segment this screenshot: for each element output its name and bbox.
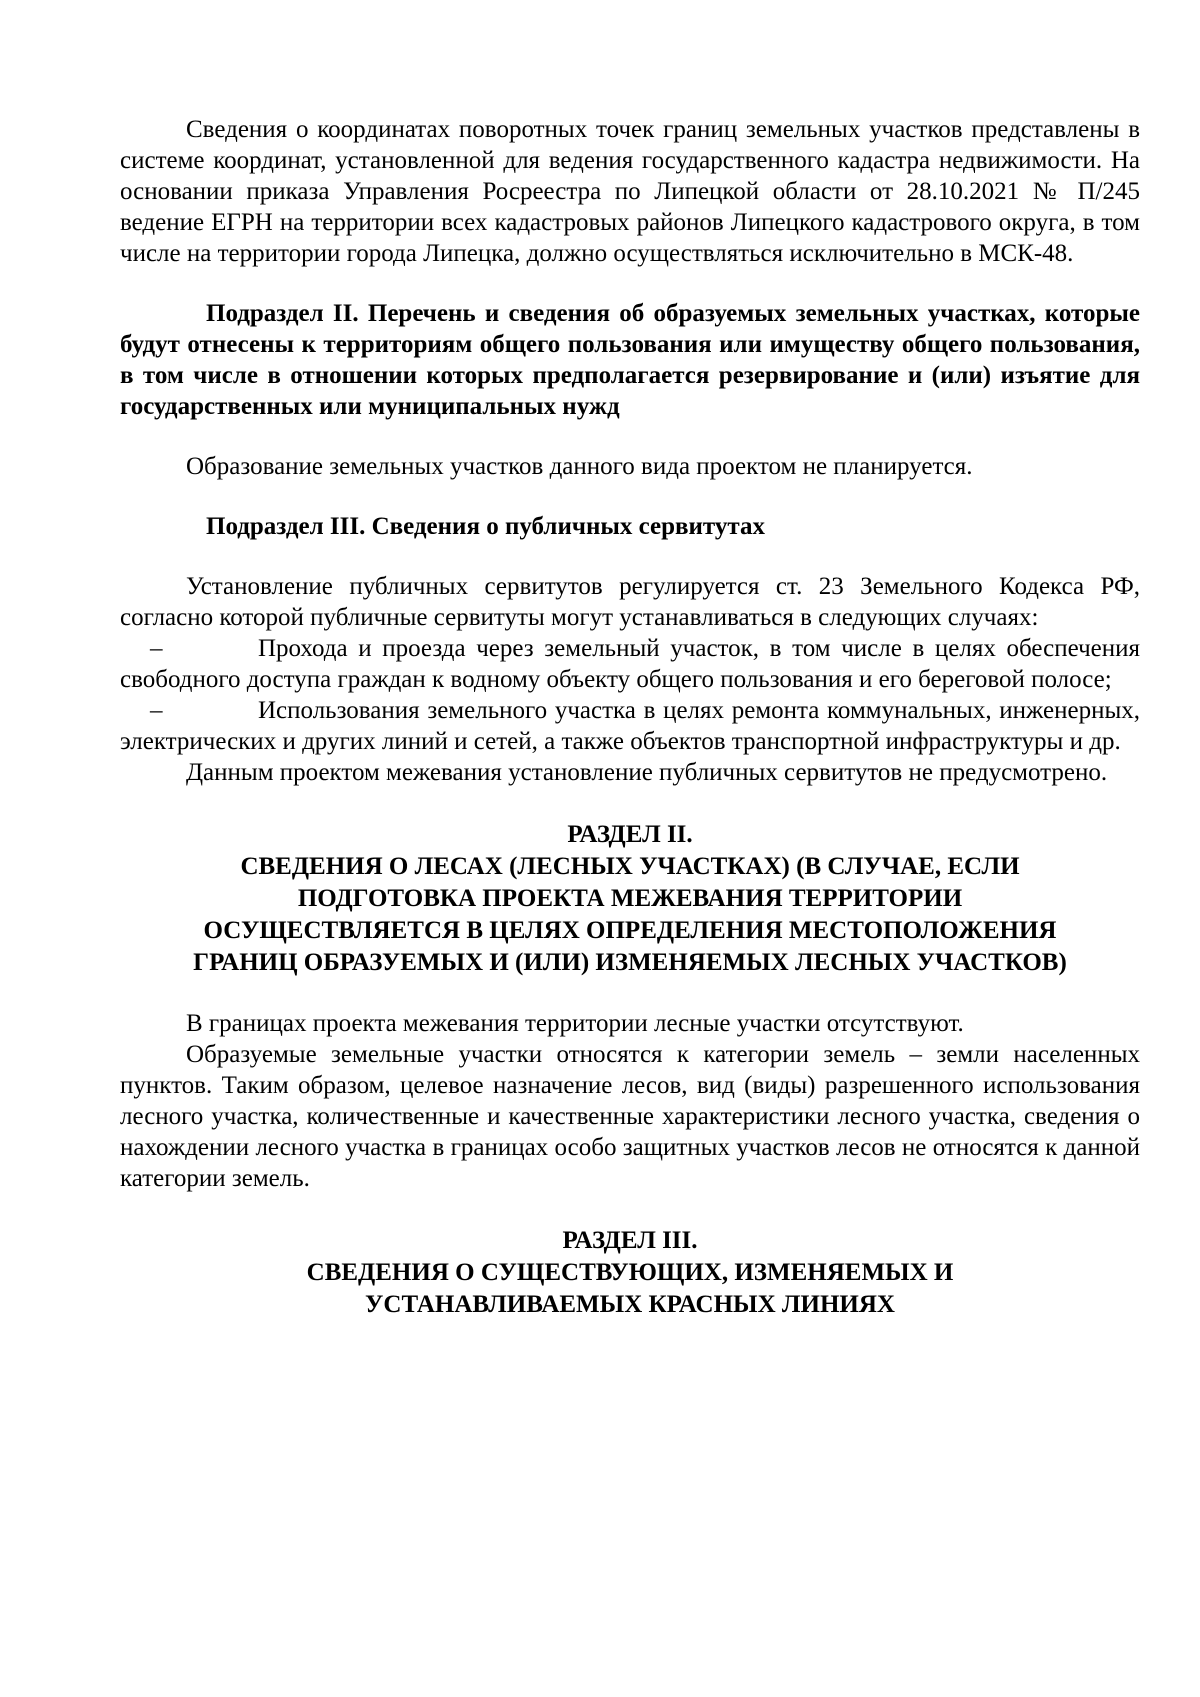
coordinates-paragraph: Сведения о координатах поворотных точек границ земельных участков представлены в системе координат, установленной для ведения государственного кадастра недвижимости. На основании приказа Управления Росреестра по Липецкой области от 28.10.2021 № П/245 ведение ЕГРН на территории всех кадастровых районов Липецкого кадастрового округа, в том числе на территории города Липецка, должно осуществляться исключительно в МСК-48. — [120, 116, 1140, 267]
section-3-title-line: УСТАНАВЛИВАЕМЫХ КРАСНЫХ ЛИНИЯХ — [365, 1291, 895, 1318]
land-category-paragraph: Образуемые земельные участки относятся к категории земель – земли населенных пунктов. Таким образом, целевое назначение лесов, вид (виды) разрешенного использования лесного участка, количественные и качественные характеристики лесного участка, сведения о нахождении лесного участка в границах особо защитных участков лесов не относятся к данной категории земель. — [120, 1041, 1140, 1192]
servitude-bullet-2 — [120, 695, 1140, 757]
section-3-title-line: СВЕДЕНИЯ О СУЩЕСТВУЮЩИХ, ИЗМЕНЯЕМЫХ И — [306, 1259, 954, 1286]
bullet-dash: – — [150, 635, 163, 662]
servitude-bullet-1 — [120, 633, 1140, 695]
section-3-heading — [120, 1225, 1140, 1321]
section-2-number: РАЗДЕЛ II. — [567, 821, 693, 848]
subsection-3-heading: Подраздел III. Сведения о публичных сервитутах — [206, 513, 765, 540]
bullet-text: Прохода и проезда через земельный участок, в том числе в целях обеспечения свободного доступа граждан к водному объекту общего пользования и его береговой полосе; — [120, 635, 1140, 693]
subsection-2-paragraph: Образование земельных участков данного вида проектом не планируется. — [186, 453, 973, 480]
servitudes-conclusion-paragraph: Данным проектом межевания установление публичных сервитутов не предусмотрено. — [186, 759, 1108, 786]
servitudes-intro-paragraph: Установление публичных сервитутов регулируется ст. 23 Земельного Кодекса РФ, согласно которой публичные сервитуты могут устанавливаться в следующих случаях: — [120, 573, 1140, 631]
forest-absence-paragraph: В границах проекта межевания территории лесные участки отсутствуют. — [186, 1010, 964, 1037]
bullet-text: Использования земельного участка в целях ремонта коммунальных, инженерных, электрических и других линий и сетей, а также объектов транспортной инфраструктуры и др. — [120, 697, 1140, 755]
document-page — [120, 114, 1140, 1321]
section-3-number: РАЗДЕЛ III. — [562, 1227, 698, 1254]
section-2-title-line: ГРАНИЦ ОБРАЗУЕМЫХ И (ИЛИ) ИЗМЕНЯЕМЫХ ЛЕСНЫХ УЧАСТКОВ) — [193, 949, 1067, 976]
section-2-title-line: ОСУЩЕСТВЛЯЕТСЯ В ЦЕЛЯХ ОПРЕДЕЛЕНИЯ МЕСТОПОЛОЖЕНИЯ — [203, 917, 1057, 944]
section-2-title-line: СВЕДЕНИЯ О ЛЕСАХ (ЛЕСНЫХ УЧАСТКАХ) (В СЛУЧАЕ, ЕСЛИ — [240, 853, 1020, 880]
section-2-title-line: ПОДГОТОВКА ПРОЕКТА МЕЖЕВАНИЯ ТЕРРИТОРИИ — [297, 885, 963, 912]
subsection-2-heading: Подраздел II. Перечень и сведения об образуемых земельных участках, которые будут отнесены к территориям общего пользования или имуществу общего пользования, в том числе в отношении которых предполагается резервирование и (или) изъятие для государственных или муниципальных нужд — [120, 300, 1140, 420]
section-2-heading — [120, 819, 1140, 979]
bullet-dash: – — [150, 697, 163, 724]
